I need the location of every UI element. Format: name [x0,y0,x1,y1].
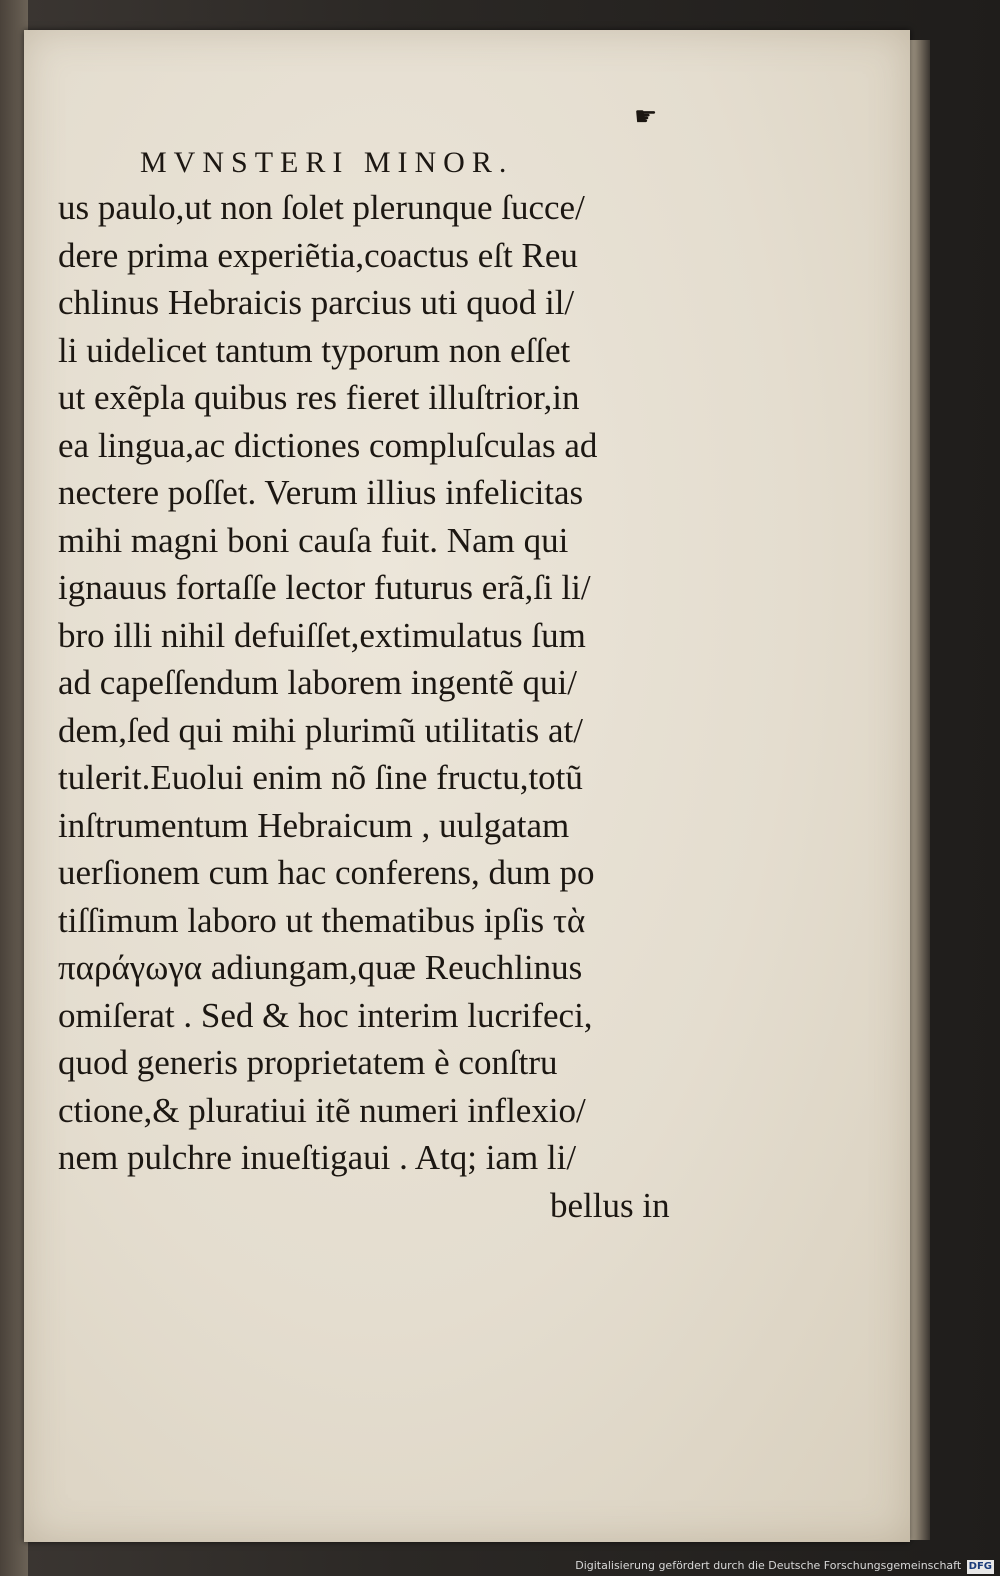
text-line: ignauus fortaſſe lector futurus erã,ſi li/ [58,568,591,607]
text-line: inſtrumentum Hebraicum , uulgatam [58,805,570,845]
credit-text: Digitalisierung gefördert durch die Deutsche Forschungsgemeinschaft [575,1559,962,1572]
text-line: uerſionem cum hac conferens, dum po [58,853,595,892]
catchword: bellus in [550,1185,670,1225]
text-line: ea lingua,ac dictiones compluſculas ad [58,425,598,465]
text-line: nectere poſſet. Verum illius infelicitas [58,473,584,512]
text-line: ut exẽpla quibus res fieret illuſtrior,in [58,378,580,417]
text-line: us paulo,ut non ſolet plerunque ſucce/ [58,188,585,227]
text-line: omiſerat . Sed & hoc interim lucrifeci, [58,995,593,1035]
text-line: ad capeſſendum laborem ingentẽ qui/ [58,663,577,702]
text-line: nem pulchre inueſtigaui . Atq; iam li/ [58,1138,577,1177]
text-line: dem,ſed qui mihi plurimũ utilitatis at/ [58,710,583,750]
text-block [58,184,698,1229]
text-line: bro illi nihil defuiſſet,extimulatus ſum [58,615,586,655]
text-line: παράγωγα adiungam,quæ Reuchlinus [58,948,583,987]
text-line: mihi magni boni cauſa fuit. Nam qui [58,520,569,560]
text-line: tiſſimum laboro ut thematibus ipſis τὰ [58,900,586,940]
page-fore-edge [908,40,930,1540]
folio-mark: ☛ [634,102,658,132]
text-line: chlinus Hebraicis parcius uti quod il/ [58,283,575,322]
text-line: ctione,& pluratiui itẽ numeri inflexio/ [58,1090,586,1130]
text-line: dere prima experiẽtia,coactus eſt Reu [58,235,578,275]
text-line: tulerit.Euolui enim nõ ſine fructu,totũ [58,758,583,797]
digitization-credit [575,1559,994,1574]
text-line: li uidelicet tantum typorum non eſſet [58,330,571,370]
running-head: MVNSTERI MINOR. [140,146,514,179]
dfg-logo: DFG [968,1561,992,1572]
text-line: quod generis proprietatem è conſtru [58,1043,558,1082]
